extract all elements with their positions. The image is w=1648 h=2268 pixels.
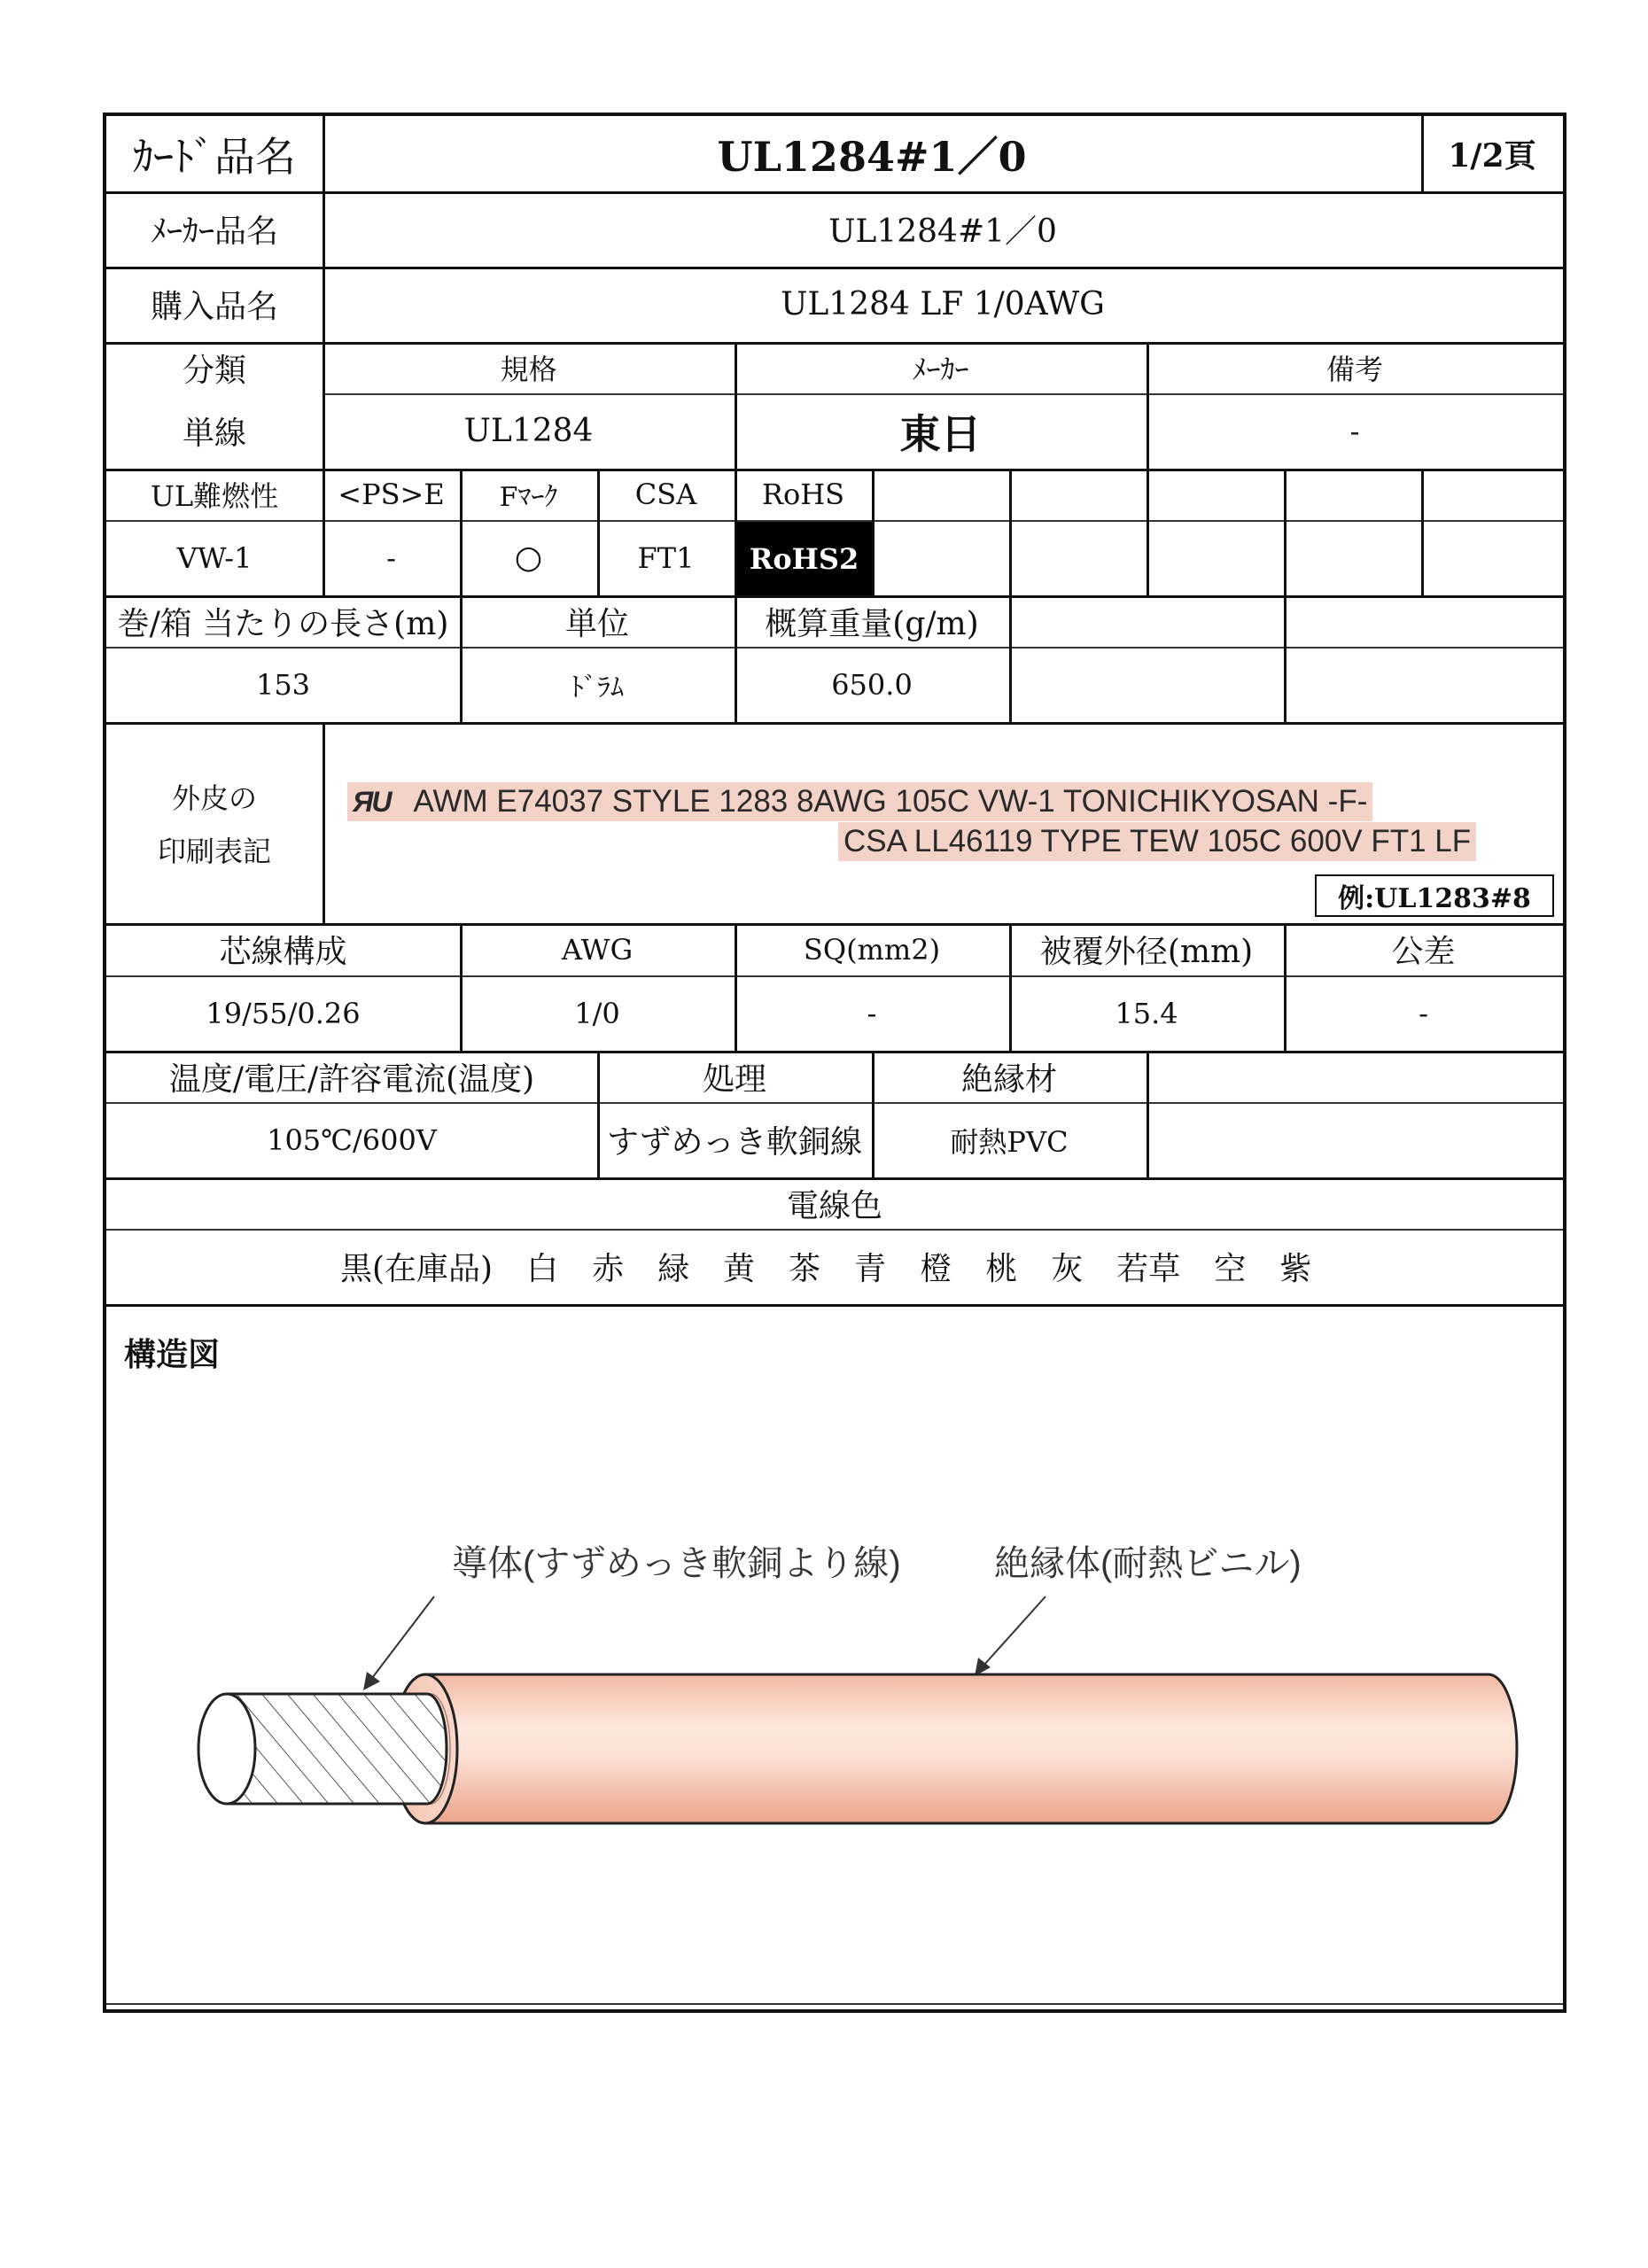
conductor-label: 導体(すずめっき軟銅より線) <box>452 1544 901 1583</box>
structure-title: 構造図 <box>124 1336 221 1373</box>
maker-name-label: ﾒｰｶｰ品名 <box>150 214 278 250</box>
csa-value: FT1 <box>637 540 695 575</box>
rohs-header: RoHS <box>761 478 845 511</box>
csa-header: CSA <box>634 478 697 511</box>
color-purple: 紫 <box>1279 1251 1312 1287</box>
f-mark-header: Fﾏｰｸ <box>499 482 558 513</box>
jacket-print-line1-text: AWM E74037 STYLE 1283 8AWG 105C VW-1 TONICHIKYOSAN -F- <box>413 784 1368 819</box>
remarks-value: - <box>1349 414 1360 448</box>
maker-value: 東日 <box>899 409 982 458</box>
treatment-header: 処理 <box>702 1060 766 1098</box>
classification-value: 単線 <box>182 416 246 452</box>
rohs-badge: RoHS2 <box>736 522 872 595</box>
insulation-leader-arrow <box>975 1596 1046 1676</box>
remarks-header: 備考 <box>1325 353 1383 386</box>
length-header: 巻/箱 当たりの長さ(m) <box>117 605 449 642</box>
insulation-value: 耐熱PVC <box>950 1124 1069 1159</box>
jacket-print-line2: CSA LL46119 TYPE TEW 105C 600V FT1 LF <box>838 822 1476 861</box>
rating-value: 105℃/600V <box>267 1122 437 1157</box>
unit-value: ﾄﾞﾗﾑ <box>571 672 624 703</box>
strand-value: 19/55/0.26 <box>206 996 361 1030</box>
outer-diameter-header: 被覆外径(mm) <box>1039 934 1254 970</box>
insulation-label: 絶縁体(耐熱ビニル) <box>994 1544 1302 1583</box>
card-name-value: UL1284#1／0 <box>717 132 1027 181</box>
purchase-name-label: 購入品名 <box>150 289 278 325</box>
color-yellow: 黄 <box>723 1251 756 1287</box>
unit-header: 単位 <box>564 605 629 642</box>
wire-color-label: 電線色 <box>786 1187 882 1224</box>
maker-name-value: UL1284#1／0 <box>828 214 1057 250</box>
example-box: 例:UL1283#8 <box>1315 874 1554 917</box>
flame-rating-header: UL難燃性 <box>150 479 279 513</box>
jacket-print-line1 <box>347 782 1372 821</box>
tolerance-value: - <box>1419 996 1428 1030</box>
color-green: 緑 <box>657 1251 690 1287</box>
card-name-label: ｶｰﾄﾞ品名 <box>133 132 296 181</box>
f-mark-value: ○ <box>514 540 543 576</box>
sq-value: - <box>867 996 877 1030</box>
color-black: 黒(在庫品) <box>340 1251 494 1287</box>
color-orange: 橙 <box>920 1251 952 1287</box>
pse-header: <PS>E <box>338 478 445 511</box>
length-value: 153 <box>255 667 311 702</box>
awg-header: AWG <box>561 932 634 967</box>
page-number: 1/2頁 <box>1448 137 1536 175</box>
color-light-green: 若草 <box>1116 1251 1181 1287</box>
awg-value: 1/0 <box>574 996 620 1030</box>
outer-diameter-value: 15.4 <box>1115 996 1178 1030</box>
insulation-jacket <box>393 1674 1517 1823</box>
color-blue: 青 <box>854 1251 887 1287</box>
cable-structure-diagram <box>106 1570 1563 1898</box>
maker-header: ﾒｰｶｰ <box>912 353 969 386</box>
weight-value: 650.0 <box>831 667 913 702</box>
strand-header: 芯線構成 <box>219 934 347 970</box>
classification-header: 分類 <box>182 352 246 389</box>
sq-header: SQ(mm2) <box>803 932 941 967</box>
flame-rating-value: VW-1 <box>176 540 253 575</box>
standard-value: UL1284 <box>463 413 594 449</box>
purchase-name-value: UL1284 LF 1/0AWG <box>781 286 1105 322</box>
conductor-strand <box>198 1694 447 1804</box>
pse-value: - <box>386 540 396 575</box>
treatment-value: すずめっき軟銅線 <box>606 1124 862 1161</box>
weight-header: 概算重量(g/m) <box>765 605 979 642</box>
insulation-header: 絶縁材 <box>960 1060 1057 1098</box>
jacket-print-label-line1: 外皮の <box>171 781 257 815</box>
jacket-print-label <box>106 722 323 923</box>
tolerance-header: 公差 <box>1391 934 1456 970</box>
wire-color-list <box>106 1229 1563 1304</box>
jacket-print-label-line2: 印刷表記 <box>157 834 271 868</box>
color-sky: 空 <box>1214 1251 1247 1287</box>
standard-header: 規格 <box>500 353 557 386</box>
color-pink: 桃 <box>985 1251 1018 1287</box>
rating-header: 温度/電圧/許容電流(温度) <box>168 1060 535 1098</box>
color-brown: 茶 <box>789 1251 821 1287</box>
color-white: 白 <box>526 1251 559 1287</box>
color-red: 赤 <box>592 1251 625 1287</box>
ul-mark-icon: ЯU <box>353 786 391 818</box>
spec-sheet <box>103 113 1566 2013</box>
color-gray: 灰 <box>1051 1251 1084 1287</box>
